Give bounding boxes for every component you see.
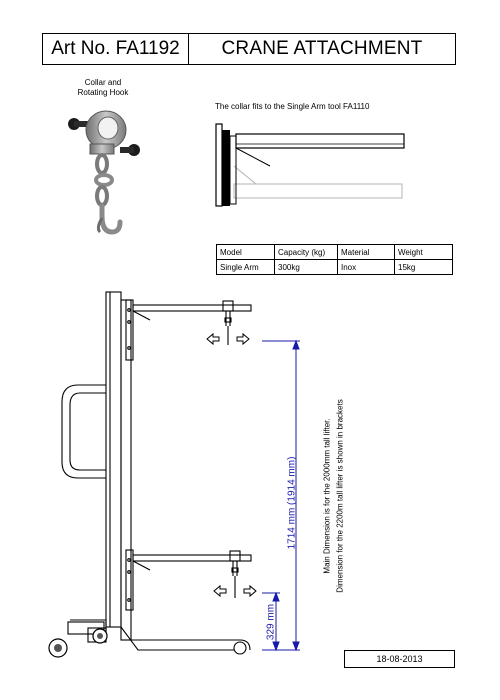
dimension-note-line2: Dimension for the 2200m tall lifter is shown in brackets [335,399,345,593]
spec-header-material: Material [338,245,395,260]
spec-cell-model: Single Arm [217,260,275,275]
document-title: CRANE ATTACHMENT [221,38,423,59]
spec-cell-weight: 15kg [395,260,453,275]
date-box: 18-08-2013 [344,650,455,668]
dimension-note-line1: Main Dimension is for the 2000mm tall lifter. [322,418,332,574]
main-height-dimension: 1714 mm (1914 mm) [286,456,298,550]
collar-fit-note: The collar fits to the Single Arm tool FA1110 [215,102,370,111]
spec-cell-material: Inox [338,260,395,275]
spec-header-capacity: Capacity (kg) [275,245,338,260]
spec-header-model: Model [217,245,275,260]
photo-caption-line2: Rotating Hook [77,88,129,97]
article-number: Art No. FA1192 [43,34,189,64]
photo-caption-line1: Collar and [84,78,122,87]
spec-header-weight: Weight [395,245,453,260]
spec-cell-capacity: 300kg [275,260,338,275]
small-height-dimension: 329 mm [265,603,277,641]
